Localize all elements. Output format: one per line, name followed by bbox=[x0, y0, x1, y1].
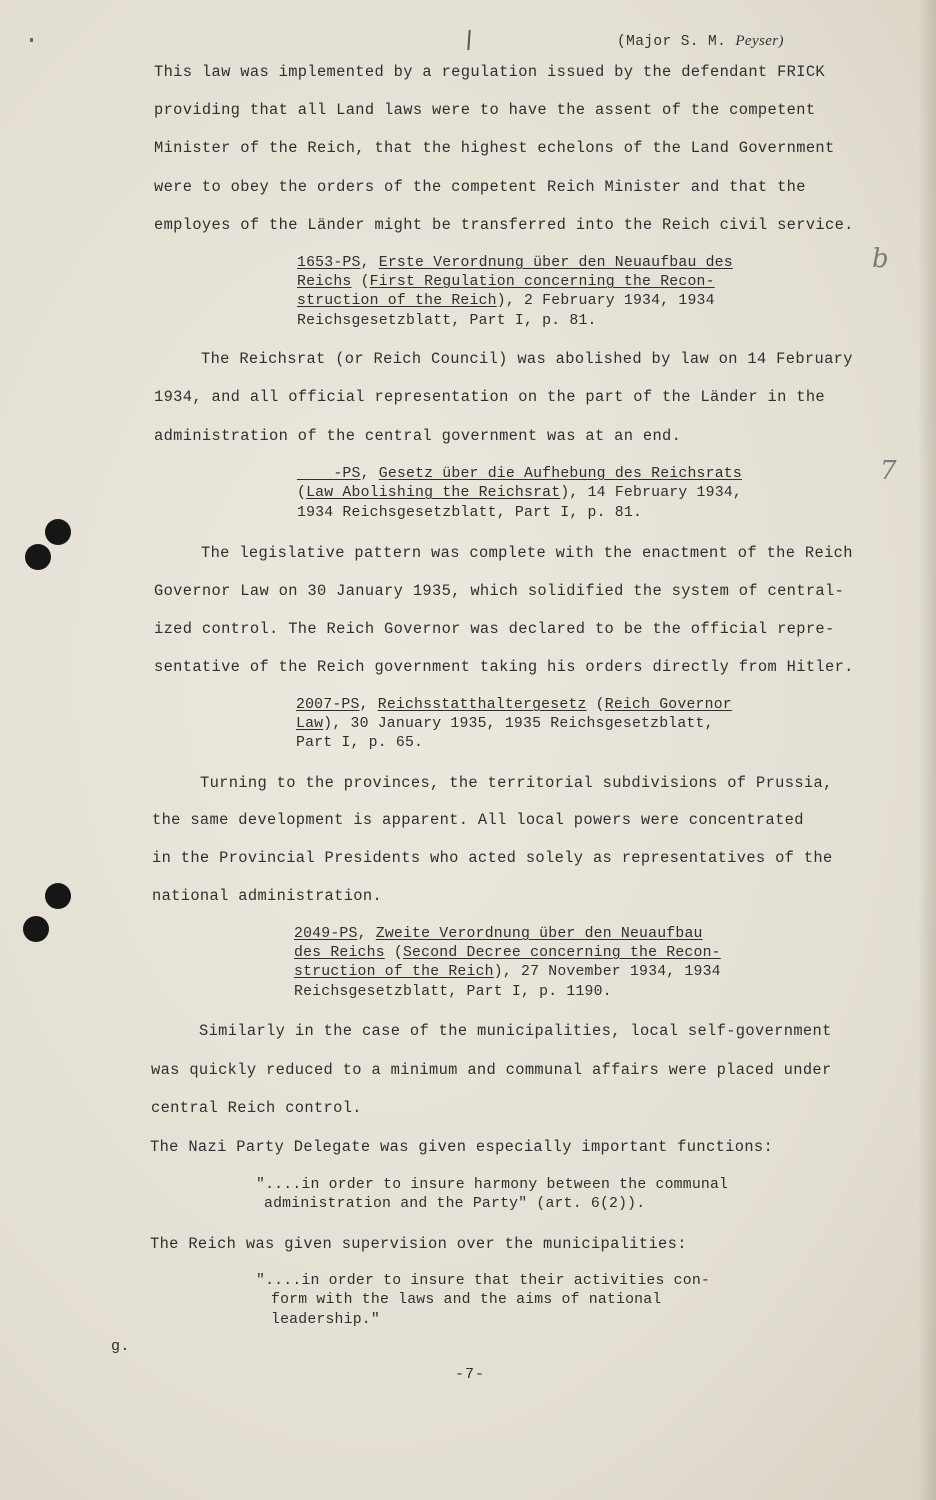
text-line: The legislative pattern was complete with the enactment of the Reich bbox=[201, 544, 853, 562]
quote-line: leadership." bbox=[271, 1312, 380, 1328]
text-line: providing that all Land laws were to have the assent of the competent bbox=[154, 101, 816, 119]
citation-line: 2007-PS, Reichsstatthaltergesetz (Reich Governor bbox=[296, 697, 732, 713]
punch-hole bbox=[25, 544, 51, 570]
text-line: Governor Law on 30 January 1935, which solidified the system of central- bbox=[154, 582, 845, 600]
text-line: the same development is apparent. All local powers were concentrated bbox=[152, 811, 804, 829]
citation-line: struction of the Reich), 27 November 1934, 1934 bbox=[294, 964, 721, 980]
quote-line: administration and the Party" (art. 6(2)). bbox=[264, 1196, 646, 1212]
text-line: administration of the central government was at an end. bbox=[154, 427, 682, 445]
citation-line: -PS, Gesetz über die Aufhebung des Reichsrats bbox=[333, 466, 742, 482]
attorney-header: (Major S. M. Peyser) bbox=[617, 33, 784, 50]
margin-mark-g: g. bbox=[111, 1338, 130, 1355]
text-line: This law was implemented by a regulation issued by the defendant FRICK bbox=[154, 63, 826, 81]
pencil-tick bbox=[467, 30, 470, 50]
text-line: sentative of the Reich government taking his orders directly from Hitler. bbox=[154, 658, 854, 676]
citation-line: des Reichs (Second Decree concerning the Recon- bbox=[294, 945, 721, 961]
margin-mark: 7 bbox=[880, 456, 897, 486]
citation-line: Reichsgesetzblatt, Part I, p. 1190. bbox=[294, 984, 612, 1000]
citation-line: 2049-PS, Zweite Verordnung über den Neuaufbau bbox=[294, 926, 703, 942]
stray-mark bbox=[30, 38, 33, 42]
quote-line: form with the laws and the aims of national bbox=[271, 1292, 662, 1308]
text-line: 1934, and all official representation on the part of the Länder in the bbox=[154, 388, 826, 406]
citation-line: Part I, p. 65. bbox=[296, 735, 424, 751]
citation-line: Law), 30 January 1935, 1935 Reichsgesetzblatt, bbox=[296, 716, 714, 732]
punch-hole bbox=[45, 883, 71, 909]
citation-line: struction of the Reich), 2 February 1934, 1934 bbox=[297, 293, 715, 309]
text-line: Minister of the Reich, that the highest echelons of the Land Government bbox=[154, 139, 835, 157]
text-line: employes of the Länder might be transferred into the Reich civil service. bbox=[154, 216, 854, 234]
punch-hole bbox=[23, 916, 49, 942]
text-line: The Nazi Party Delegate was given especially important functions: bbox=[150, 1138, 774, 1156]
citation-line: (Law Abolishing the Reichsrat), 14 February 1934, bbox=[297, 485, 742, 501]
text-line: in the Provincial Presidents who acted solely as representatives of the bbox=[152, 849, 833, 867]
citation-line: Reichs (First Regulation concerning the Recon- bbox=[297, 274, 715, 290]
quote-line: "....in order to insure that their activities con- bbox=[256, 1273, 710, 1289]
text-line: were to obey the orders of the competent Reich Minister and that the bbox=[154, 178, 806, 196]
page-number: -7- bbox=[455, 1366, 486, 1383]
citation-line: 1653-PS, Erste Verordnung über den Neuaufbau des bbox=[297, 255, 733, 271]
text-line: ized control. The Reich Governor was declared to be the official repre- bbox=[154, 620, 835, 638]
text-line: national administration. bbox=[152, 887, 383, 905]
page-edge-shadow bbox=[918, 0, 936, 1500]
margin-mark: b bbox=[872, 244, 889, 274]
text-line: Turning to the provinces, the territorial subdivisions of Prussia, bbox=[200, 774, 833, 792]
quote-line: "....in order to insure harmony between the communal bbox=[256, 1177, 729, 1193]
text-line: The Reichsrat (or Reich Council) was abolished by law on 14 February bbox=[201, 350, 853, 368]
text-line: was quickly reduced to a minimum and communal affairs were placed under bbox=[151, 1061, 832, 1079]
text-line: Similarly in the case of the municipalities, local self-government bbox=[199, 1022, 832, 1040]
text-line: central Reich control. bbox=[151, 1099, 362, 1117]
punch-hole bbox=[45, 519, 71, 545]
citation-line: 1934 Reichsgesetzblatt, Part I, p. 81. bbox=[297, 505, 643, 521]
text-line: The Reich was given supervision over the municipalities: bbox=[150, 1235, 687, 1253]
citation-line: Reichsgesetzblatt, Part I, p. 81. bbox=[297, 313, 597, 329]
